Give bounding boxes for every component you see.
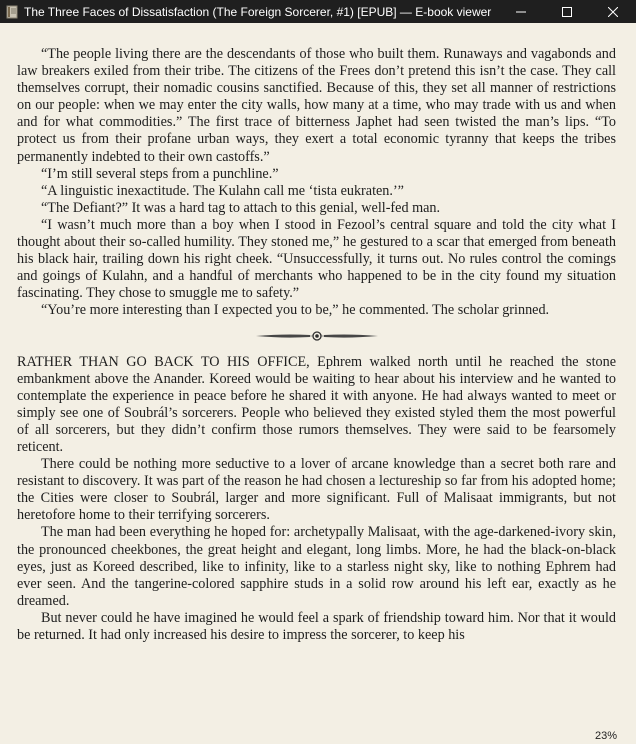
close-icon: [608, 7, 618, 17]
book-paragraph: “The people living there are the descendants of those who built them. Runaways and vagabonds and law breakers exiled from their tribe. The citizens of the Frees don’t pretend this isn’t the case. They call themselves corrupt, their nomadic cousins sanctified. Because of this, they set all manner of restrictions on our people: when we may enter the city walls, how many at a time, who may trade with us and when and for what commodities.” The first trace of bitterness Japhet had seen twisted the man’s lips. “To protect us from their profane urban ways, they exert a total economic tyranny that keeps the tribes permanently indebted to their own castoffs.”: [17, 46, 616, 165]
maximize-icon: [562, 7, 572, 17]
book-paragraph: RATHER THAN GO BACK TO HIS OFFICE, Ephrem walked north until he reached the stone embankment above the Anander. Koreed would be waiting to hear about his interview and he wanted to contemplate the experience in peace before he shared it with anyone. He had always wanted to meet or simply see one of Soubrál’s sorcerers. People who believed they existed styled them the most powerful of all sorcerers, but they didn’t confirm those rumors themselves. They were said to be fearsomely reticent.: [17, 353, 616, 455]
minimize-icon: [516, 7, 526, 17]
window-titlebar[interactable]: [0, 0, 636, 23]
book-paragraph: The man had been everything he hoped for: archetypally Malisaat, with the age-darkened-ivory skin, the pronounced cheekbones, the great height and elegant, long limbs. More, he had the black-on-black eyes, just as Koreed described, like to infinity, like to a starless night sky, like to nothing Ephrem had ever seen. And the tangerine-colored sapphire studs in a solid row around his left ear, exactly as he dreamed.: [17, 524, 616, 609]
maximize-button[interactable]: [544, 0, 590, 23]
window-controls: [498, 0, 636, 23]
book-paragraph: “The Defiant?” It was a hard tag to attach to this genial, well-fed man.: [41, 199, 441, 216]
book-paragraph: “I’m still several steps from a punchline.”: [41, 165, 279, 182]
close-button[interactable]: [590, 0, 636, 23]
book-text: [17, 46, 616, 644]
book-paragraph: There could be nothing more seductive to a lover of arcane knowledge than a secret both rare and resistant to discovery. It was part of the reason he had chosen a lectureship so far from his adopted home; the Cities were closer to Soubrál, larger and more significant. Full of Malisaat immigrants, but not heretofore home to their terrifying sorcerers.: [17, 456, 616, 524]
window-title: The Three Faces of Dissatisfaction (The Foreign Sorcerer, #1) [EPUB] — E-book viewer: [24, 4, 492, 19]
book-paragraph: But never could he have imagined he would feel a spark of friendship toward him. Nor that it would be returned. It had only increased his desire to impress the sorcerer, to keep his: [17, 609, 616, 643]
book-paragraph: “A linguistic inexactitude. The Kulahn call me ‘tista eukraten.’”: [41, 182, 404, 199]
ornamental-divider-icon: [254, 330, 380, 342]
book-paragraph: “You’re more interesting than I expected you to be,” he commented. The scholar grinned.: [41, 302, 550, 319]
section-break: [17, 330, 616, 342]
book-paragraph: “I wasn’t much more than a boy when I stood in Fezool’s central square and told the city what I thought about their so-called humility. They stoned me,” he gestured to a scar that emerged from beneath his black hair, trailing down his right cheek. “Unsuccessfully, it turns out. No rules control the comings and goings of Kulahn, and a handful of merchants who happened to be in the city found my situation fascinating. They chose to smuggle me to safety.”: [17, 216, 616, 302]
minimize-button[interactable]: [498, 0, 544, 23]
reading-progress: 23%: [594, 730, 617, 742]
book-icon: [6, 5, 18, 19]
book-page-view[interactable]: [0, 23, 636, 728]
